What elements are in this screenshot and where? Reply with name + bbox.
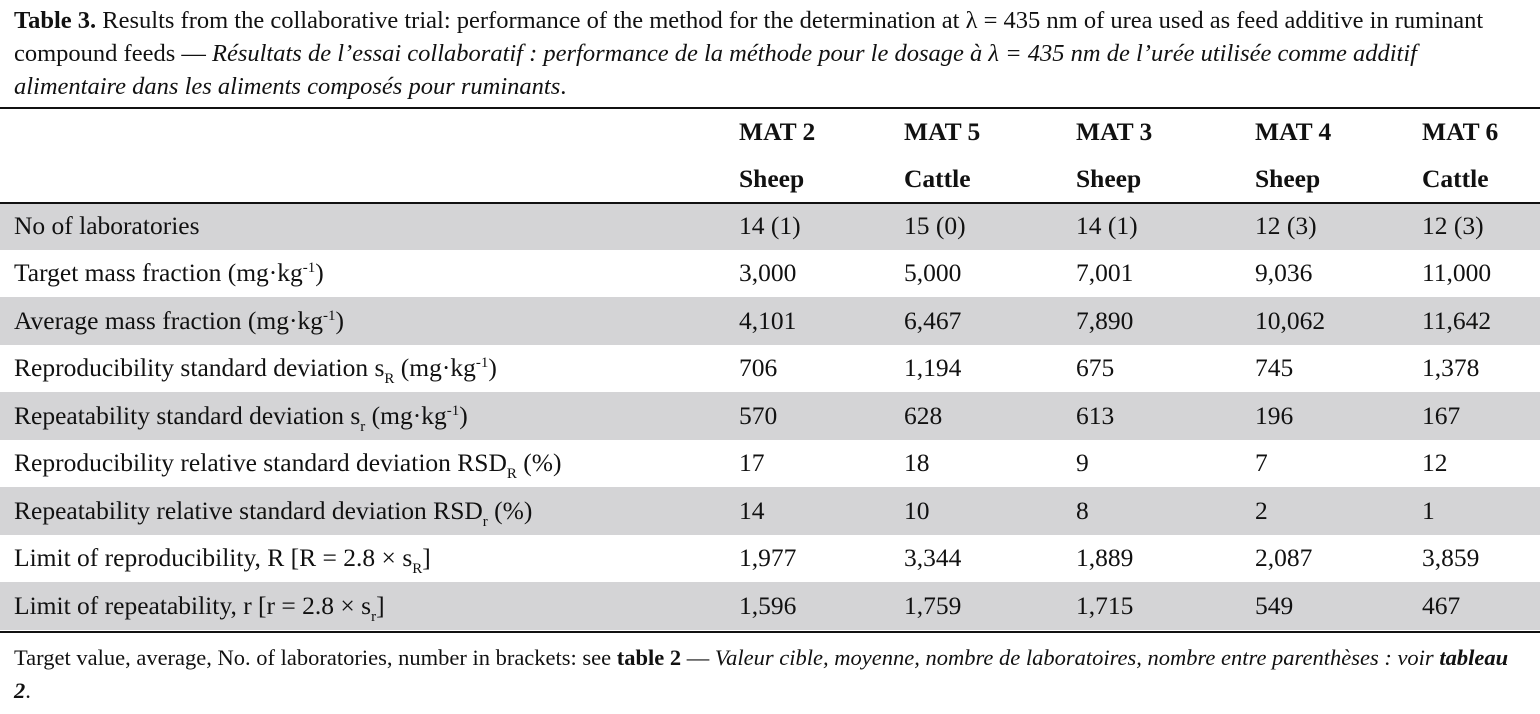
row-label-text: Repeatability standard deviation s bbox=[14, 400, 361, 430]
table-row bbox=[0, 250, 1540, 298]
table-cell: 570 bbox=[739, 392, 904, 440]
table-cell: 3,000 bbox=[739, 258, 797, 288]
row-label-superscript: -1 bbox=[302, 260, 316, 277]
table-cell: 6,467 bbox=[904, 297, 1076, 345]
table-cell: 9 bbox=[1076, 448, 1089, 478]
row-label-end: ] bbox=[422, 543, 431, 573]
table-cell: 1,715 bbox=[1076, 582, 1255, 630]
table-cell: 1 bbox=[1422, 487, 1540, 535]
row-label-subscript: R bbox=[412, 561, 423, 578]
table-cell: 18 bbox=[904, 448, 930, 478]
header-material-3: MAT 3 bbox=[1076, 117, 1153, 147]
header-species-4: Sheep bbox=[1255, 163, 1321, 193]
header-empty-cell bbox=[0, 156, 739, 203]
table-cell: 12 (3) bbox=[1255, 202, 1422, 250]
row-label bbox=[0, 345, 739, 393]
row-label-superscript: -1 bbox=[322, 307, 336, 324]
footnote-separator: — bbox=[681, 645, 715, 670]
row-label-end: ) bbox=[315, 258, 324, 288]
header-material-5: MAT 6 bbox=[1422, 117, 1499, 147]
table-row bbox=[0, 535, 1540, 583]
row-label bbox=[0, 440, 739, 488]
table-row bbox=[0, 440, 1540, 488]
table-cell: 1,977 bbox=[739, 543, 797, 573]
row-label-subscript: R bbox=[506, 466, 517, 483]
row-label-text: Reproducibility standard deviation s bbox=[14, 353, 385, 383]
table-cell: 1,889 bbox=[1076, 543, 1134, 573]
row-label-mid: (mg·kg bbox=[394, 353, 476, 383]
table-cell: 10,062 bbox=[1255, 297, 1422, 345]
table-cell: 706 bbox=[739, 353, 778, 383]
footnote-french-text: Valeur cible, moyenne, nombre de laboratoires, nombre entre parenthèses : voir bbox=[714, 645, 1440, 670]
table-cell: 7,890 bbox=[1076, 297, 1255, 345]
header-empty-cell bbox=[0, 109, 739, 156]
table-cell: 628 bbox=[904, 392, 1076, 440]
table-cell: 8 bbox=[1076, 487, 1255, 535]
header-material-2: MAT 5 bbox=[904, 117, 981, 147]
table-cell: 11,642 bbox=[1422, 297, 1540, 345]
table-cell: 3,859 bbox=[1422, 543, 1480, 573]
table-cell: 3,344 bbox=[904, 543, 962, 573]
row-label-end: ) bbox=[488, 353, 497, 383]
table-cell: 745 bbox=[1255, 353, 1294, 383]
table-cell: 7 bbox=[1255, 448, 1268, 478]
caption-period: . bbox=[560, 73, 567, 100]
table-cell: 1,596 bbox=[739, 582, 904, 630]
caption-separator: — bbox=[175, 40, 212, 67]
row-label-text: Limit of repeatability, r [r = 2.8 × s bbox=[14, 590, 372, 620]
header-row-materials bbox=[0, 109, 1540, 156]
footnote-table-ref: table 2 bbox=[616, 645, 682, 670]
row-label bbox=[0, 297, 739, 345]
table-cell: 11,000 bbox=[1422, 258, 1492, 288]
table-cell: 467 bbox=[1422, 582, 1540, 630]
table-row bbox=[0, 202, 1540, 250]
row-label bbox=[0, 250, 739, 298]
table-cell: 2,087 bbox=[1255, 543, 1313, 573]
header-row-species bbox=[0, 156, 1540, 203]
row-label-text: Limit of reproducibility, R [R = 2.8 × s bbox=[14, 543, 413, 573]
row-label-text: Average mass fraction (mg·kg bbox=[14, 305, 323, 335]
footnote-english: Target value, average, No. of laboratories, number in brackets: see bbox=[14, 645, 617, 670]
table-cell: 1,378 bbox=[1422, 353, 1480, 383]
row-label-subscript: r bbox=[482, 513, 488, 530]
header-species-3: Sheep bbox=[1076, 163, 1142, 193]
table-cell: 613 bbox=[1076, 392, 1255, 440]
caption-french: Résultats de l’essai collaboratif : performance de la méthode pour le dosage à λ = 435 nm de l’urée utilisée comme additif alimentaire dans les aliments composés pour ruminants bbox=[14, 40, 1417, 100]
caption-english: Results from the collaborative trial: performance of the method for the determination at λ = 435 nm of urea used as feed additive in ruminant compound feeds bbox=[14, 7, 1484, 67]
table-cell: 549 bbox=[1255, 582, 1422, 630]
row-label-text: Target mass fraction (mg·kg bbox=[14, 258, 303, 288]
row-label-superscript: -1 bbox=[475, 355, 489, 372]
table-row bbox=[0, 582, 1540, 630]
footnote-period: . bbox=[25, 678, 31, 703]
table-cell: 12 (3) bbox=[1422, 202, 1540, 250]
table-cell: 167 bbox=[1422, 392, 1540, 440]
table-footnote bbox=[14, 641, 1524, 707]
table-cell: 5,000 bbox=[904, 258, 962, 288]
header-material-1: MAT 2 bbox=[739, 117, 816, 147]
row-label-subscript: r bbox=[371, 608, 377, 625]
row-label bbox=[0, 582, 739, 630]
row-label-subscript: R bbox=[384, 371, 395, 388]
table-cell: 4,101 bbox=[739, 297, 904, 345]
table-cell: 9,036 bbox=[1255, 258, 1313, 288]
caption-label: Table 3. bbox=[14, 7, 97, 34]
table-row bbox=[0, 487, 1540, 535]
table-row bbox=[0, 297, 1540, 345]
header-species-2: Cattle bbox=[904, 163, 971, 193]
table-row bbox=[0, 345, 1540, 393]
table-cell: 7,001 bbox=[1076, 258, 1134, 288]
table-row bbox=[0, 392, 1540, 440]
table-cell: 12 bbox=[1422, 448, 1448, 478]
row-label-end: (%) bbox=[487, 495, 533, 525]
table-cell: 14 bbox=[739, 487, 904, 535]
table-cell: 675 bbox=[1076, 353, 1115, 383]
table-cell: 196 bbox=[1255, 392, 1422, 440]
row-label-subscript: r bbox=[360, 418, 366, 435]
header-species-5: Cattle bbox=[1422, 163, 1489, 193]
header-species-1: Sheep bbox=[739, 163, 805, 193]
row-label bbox=[0, 535, 739, 583]
header-rule bbox=[0, 202, 1540, 204]
table-cell: 14 (1) bbox=[1076, 202, 1255, 250]
table-cell: 17 bbox=[739, 448, 765, 478]
table-cell: 10 bbox=[904, 487, 1076, 535]
row-label-superscript: -1 bbox=[446, 402, 460, 419]
table-caption bbox=[14, 4, 1530, 103]
table-cell: 2 bbox=[1255, 487, 1422, 535]
table-cell: 1,759 bbox=[904, 582, 1076, 630]
row-label-end: ] bbox=[376, 590, 385, 620]
row-label-end: ) bbox=[459, 400, 468, 430]
row-label-text: Repeatability relative standard deviation RSD bbox=[14, 495, 483, 525]
results-table bbox=[0, 109, 1540, 630]
row-label-text: Reproducibility relative standard deviation RSD bbox=[14, 448, 507, 478]
bottom-rule bbox=[0, 631, 1540, 633]
row-label-end: ) bbox=[335, 305, 344, 335]
row-label-mid: (mg·kg bbox=[365, 400, 447, 430]
table-cell: 15 (0) bbox=[904, 202, 1076, 250]
table-cell: 14 (1) bbox=[739, 202, 904, 250]
header-material-4: MAT 4 bbox=[1255, 117, 1332, 147]
row-label-end: (%) bbox=[516, 448, 562, 478]
row-label: No of laboratories bbox=[0, 202, 739, 250]
row-label bbox=[0, 392, 739, 440]
row-label bbox=[0, 487, 739, 535]
table-cell: 1,194 bbox=[904, 353, 962, 383]
footnote-tableau-ref: tableau 2 bbox=[14, 645, 1509, 703]
